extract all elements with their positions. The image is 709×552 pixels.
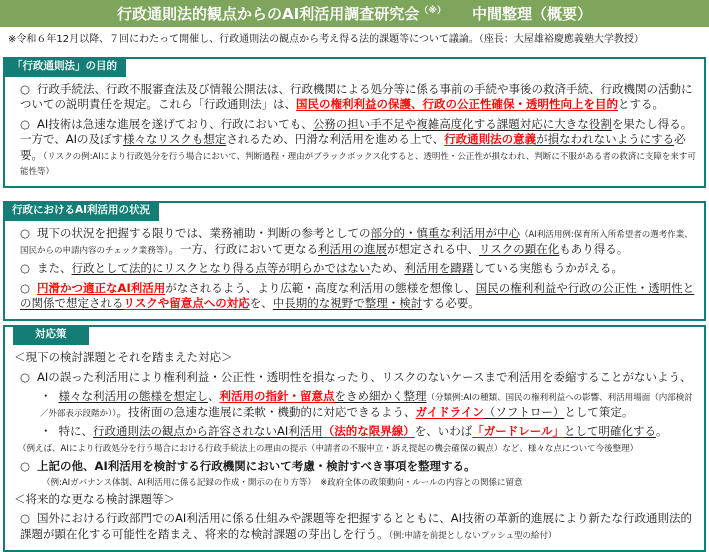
text-segment: 利活用を躊躇 bbox=[404, 261, 474, 276]
text-segment: 必要。 bbox=[20, 132, 686, 162]
bullet-item bbox=[12, 459, 697, 474]
text-segment: （リスクの例:AIにより行政処分を行う場合において、判断過程・理由がブラックボックス化すると、透明性・公正性が損なわれ、判断に不服がある者の救済に支障を来す可能性等） bbox=[20, 151, 696, 178]
sub-bullet-item bbox=[12, 424, 697, 439]
text-segment: ＜現下の検討課題とそれを踏まえた対応＞ bbox=[14, 350, 233, 365]
bullet-item bbox=[12, 261, 697, 276]
bullet-marker: ○ bbox=[20, 261, 31, 276]
text-segment: （分類例:AIの種類、国民の権利利益への影響、利活用場面（内部検討／外部表示段階か）） bbox=[40, 393, 693, 419]
text-segment: ため、 bbox=[370, 261, 405, 276]
bullet-item bbox=[12, 370, 697, 385]
bullet-marker: ○ bbox=[20, 226, 31, 241]
note-line bbox=[12, 444, 697, 455]
text-segment: （例えば、AIにより行政処分を行う場合における行政手続法上の理由の提示（申請者の不服申立・訴え提起の機会確保の観点）など、様々な点について今後整理） bbox=[18, 443, 639, 454]
text-segment: 、 bbox=[208, 389, 220, 404]
text-segment: 部分的・慎重な利活用が中心 bbox=[370, 226, 521, 241]
title-note-marker: （※） bbox=[419, 6, 446, 16]
text-segment: 上記の他、AI利活用を検討する行政機関において考慮・検討すべき事項を整理する。 bbox=[37, 458, 476, 473]
text-segment: （ソフトロー） bbox=[483, 404, 565, 419]
section-general-rules-purpose bbox=[3, 57, 706, 188]
text-segment: 中長期的な視野で整理・検討 bbox=[272, 296, 423, 311]
text-segment: 。技術面の急速な進展に柔軟・機動的に対応できるよう、 bbox=[116, 404, 416, 419]
section-label: 行政におけるAI利活用の状況 bbox=[3, 201, 159, 221]
section-countermeasures bbox=[3, 325, 706, 552]
text-segment: を、 bbox=[249, 296, 273, 311]
text-segment: （法的な限界線） bbox=[322, 424, 415, 439]
text-segment: 国民の権利利益や行政の公正性・透明性との関係で想定される bbox=[20, 280, 695, 311]
text-segment: 行政として法的にリスクとなり得る点等が明らかではない bbox=[71, 261, 371, 276]
text-segment: 現下の状況を把握する限りでは、業務補助・判断の参考としての bbox=[37, 226, 371, 241]
bullet-marker: ○ bbox=[20, 369, 31, 384]
sub-bullet-item bbox=[12, 389, 697, 420]
text-segment: 国民の権利利益の保護、行政の公正性確保・透明性向上を目的 bbox=[296, 97, 618, 112]
bullet-marker: ・ bbox=[40, 389, 52, 404]
bullet-marker: ○ bbox=[20, 116, 31, 131]
bullet-item bbox=[12, 82, 697, 113]
section-body bbox=[12, 82, 697, 178]
text-segment: 様々なリスクも想定 bbox=[123, 132, 227, 147]
text-segment: として策定。 bbox=[564, 404, 634, 419]
text-segment: リスクの顕在化 bbox=[479, 241, 560, 256]
text-segment: 利活用の進展 bbox=[318, 241, 387, 256]
section-label: 「行政通則法」の目的 bbox=[3, 57, 126, 77]
bullet-marker: ○ bbox=[20, 280, 31, 295]
text-segment: がなされるよう、より広範・高度な利活用の態様を想像し、 bbox=[165, 280, 476, 295]
section-body bbox=[12, 350, 697, 542]
text-segment: が想定される中、 bbox=[387, 241, 479, 256]
bullet-item bbox=[12, 281, 697, 312]
text-segment: 国外における行政部門でのAI利活用に係る仕組みや課題等を把握するとともに、AI技術の革新的進展により新たな行政通則法的課題が顕在化する可能性を踏まえ、将来的な検討課題の芽出しを行う。 bbox=[20, 511, 693, 541]
bullet-item bbox=[12, 511, 697, 542]
text-segment: をきめ細かく整理 bbox=[334, 389, 427, 404]
title-banner bbox=[0, 0, 709, 27]
text-segment: また、 bbox=[37, 261, 72, 276]
text-segment: 公務の担い手不足や複雑高度化する課題対応に大きな役割 bbox=[312, 116, 612, 131]
meeting-note: ※令和６年12月以降、７回にわたって開催し、行政通則法の観点から考え得る法的課題等について議論。（座長：大屋雄裕慶應義塾大学教授） bbox=[8, 34, 644, 45]
text-segment: 行政通則法の観点から許容されないAI利活用 bbox=[93, 424, 323, 439]
text-segment: もあり得る。 bbox=[559, 241, 629, 256]
section-body bbox=[12, 226, 697, 311]
bullet-item bbox=[12, 117, 697, 179]
text-segment: 。 bbox=[656, 424, 668, 439]
text-segment: 特に、 bbox=[58, 424, 93, 439]
text-segment: AI技術は急速な進展を遂げており、行政においても、 bbox=[37, 116, 313, 131]
text-segment: 「ガードレール」 bbox=[472, 424, 565, 439]
text-segment: ＜将来的な更なる検討課題等＞ bbox=[14, 492, 175, 506]
text-segment: リスクや留意点への対応 bbox=[123, 296, 250, 311]
text-segment: が損なわれないようにする bbox=[536, 132, 675, 147]
text-segment: している実態もうかがえる。 bbox=[473, 261, 623, 276]
section-label: 対応策 bbox=[13, 325, 89, 345]
note-line bbox=[12, 478, 697, 489]
text-segment: （例:申請を前提としないプッシュ型の給付） bbox=[388, 530, 557, 541]
bullet-marker: ○ bbox=[20, 511, 31, 526]
text-segment: 行政通則法の意義 bbox=[444, 132, 537, 147]
subheading-future-issues bbox=[12, 492, 697, 507]
text-segment: 円滑かつ適正なAI利活用 bbox=[37, 280, 166, 295]
text-segment: とする。 bbox=[618, 97, 664, 112]
text-segment: 。一方、行政において更なる bbox=[168, 241, 318, 256]
text-segment: （例:AIガバナンス体制、AI利活用に係る記録の作成・開示の在り方等） ※政府全体の政策動向・ルールの内容との関係に留意 bbox=[42, 477, 523, 488]
text-segment: を、いわば bbox=[414, 424, 473, 439]
bullet-marker: ○ bbox=[20, 82, 31, 96]
text-segment: AIの誤った利活用により権利利益・公正性・透明性を損なったり、リスクのないケースまで利活用を委縮することがないよう、 bbox=[37, 369, 692, 384]
text-segment: 利活用の指針・留意点 bbox=[219, 389, 335, 404]
text-segment: されるため、円滑な利活用を進める上で、 bbox=[226, 132, 445, 147]
bullet-item bbox=[12, 226, 697, 257]
text-segment: ガイドライン bbox=[415, 404, 484, 419]
text-segment: する必要。 bbox=[422, 296, 480, 311]
section-ai-usage-status bbox=[3, 201, 706, 321]
page-title-suffix: 中間整理（概要） bbox=[471, 5, 592, 23]
text-segment: 様々な利活用の態様を想定し bbox=[58, 389, 208, 404]
bullet-marker: ○ bbox=[20, 458, 31, 473]
subheading-current-issues bbox=[12, 350, 697, 365]
text-segment: 行政手続法、行政不服審査法及び情報公開法は、行政機関による処分等に係る事前の手続や事後の救済手続、行政機関の活動についての説明責任を規定。これら「行政通則法」は、 bbox=[20, 82, 693, 112]
text-segment: （AI利活用例:保育所入所希望者の選考作業、国民からの申請内容のチェック業務等） bbox=[20, 230, 693, 256]
text-segment: を果たし得る。一方で、AIの及ぼす bbox=[20, 116, 693, 147]
text-segment: として明確化する bbox=[564, 424, 657, 439]
bullet-marker: ・ bbox=[40, 424, 52, 439]
page-title: 行政通則法的観点からのAI利活用調査研究会 bbox=[117, 5, 420, 23]
